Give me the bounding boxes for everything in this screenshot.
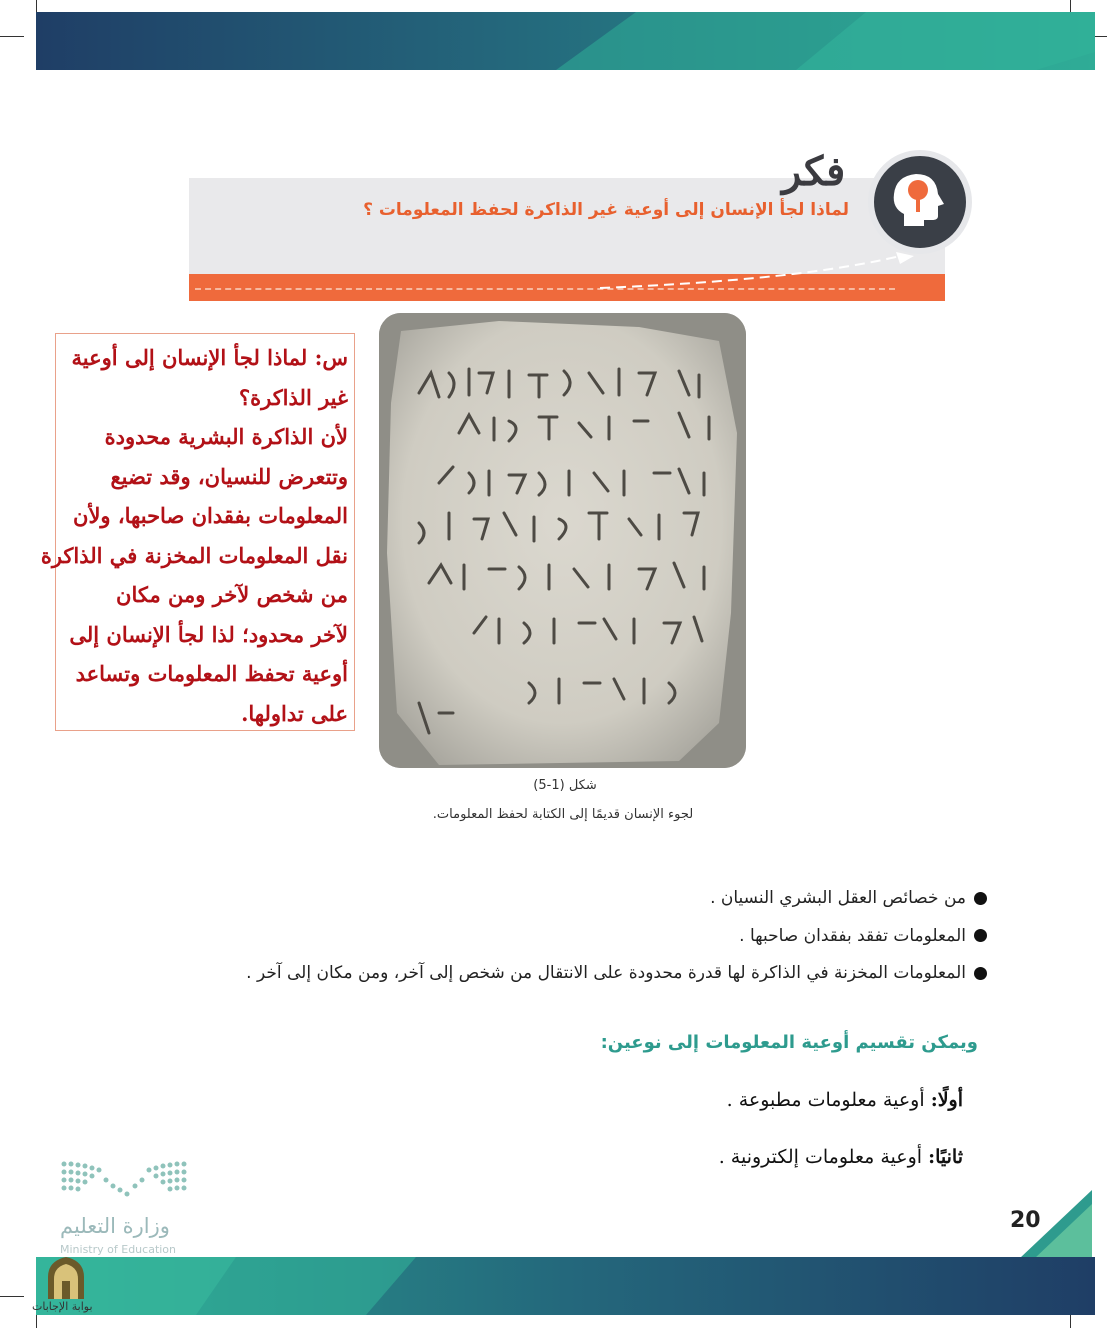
bullet-icon (974, 892, 987, 905)
think-title: فكر (782, 148, 846, 195)
bullet-text: المعلومات تفقد بفقدان صاحبها . (739, 925, 966, 946)
answer-line: لآخر محدود؛ لذا لجأ الإنسان إلى (69, 621, 348, 647)
answer-line: وتتعرض للنسيان، وقد تضيع (110, 463, 348, 489)
thinking-head-icon (868, 150, 972, 254)
stone-inscription-image (379, 313, 746, 768)
crop-mark (0, 1296, 24, 1297)
type-item-printed (727, 1089, 963, 1111)
page-corner-decoration (990, 1190, 1095, 1260)
answer-line: س: لماذا لجأ الإنسان إلى أوعية (71, 345, 348, 370)
top-header-band (36, 12, 1095, 70)
list-item (246, 918, 987, 956)
answer-line: من شخص لآخر ومن مكان (116, 582, 348, 607)
type-text: أوعية معلومات مطبوعة . (726, 1089, 925, 1111)
answer-box (40, 333, 355, 731)
bullet-text: من خصائص العقل البشري النسيان . (710, 888, 966, 908)
think-question: لماذا لجأ الإنسان إلى أوعية غير الذاكرة لحفظ المعلومات ؟ (363, 200, 849, 220)
ministry-name-arabic: وزارة التعليم (60, 1214, 170, 1238)
bullet-icon (974, 929, 987, 942)
crop-mark (0, 36, 24, 37)
answer-line: غير الذاكرة؟ (238, 384, 348, 410)
answer-line: أوعية تحفظ المعلومات وتساعد (75, 661, 348, 686)
bullet-text: المعلومات المخزنة في الذاكرة لها قدرة محدودة على الانتقال من شخص إلى آخر، ومن مكان إلى آخر . (246, 963, 966, 983)
type-ordinal: ثانيًا: (928, 1146, 963, 1168)
ministry-name-english: Ministry of Education (60, 1243, 177, 1256)
type-ordinal: أولًا: (930, 1089, 963, 1111)
bottom-footer-band (36, 1257, 1095, 1315)
watermark-logo-icon (44, 1255, 88, 1301)
watermark-text: بوابة الإجابات (32, 1300, 93, 1313)
list-item (246, 880, 987, 918)
list-item (246, 955, 987, 993)
answer-line: لأن الذاكرة البشرية محدودة (104, 424, 348, 449)
bullet-icon (974, 967, 987, 980)
ministry-logo-icon (60, 1160, 190, 1202)
section-subheading: ويمكن تقسيم أوعية المعلومات إلى نوعين: (600, 1032, 978, 1053)
type-text: أوعية معلومات إلكترونية . (718, 1146, 923, 1168)
type-item-electronic (719, 1146, 963, 1168)
bullet-list (246, 880, 987, 993)
page-number: 20 (1010, 1208, 1041, 1233)
figure-caption: لجوء الإنسان قديمًا إلى الكتابة لحفظ المعلومات. (432, 807, 694, 822)
answer-line: على تداولها. (241, 700, 348, 726)
answer-line: المعلومات بفقدان صاحبها، ولأن (73, 503, 348, 528)
figure-label: شكل (1-5) (533, 778, 597, 793)
answer-line: نقل المعلومات المخزنة في الذاكرة (40, 542, 348, 568)
arrow-decoration (600, 250, 920, 290)
